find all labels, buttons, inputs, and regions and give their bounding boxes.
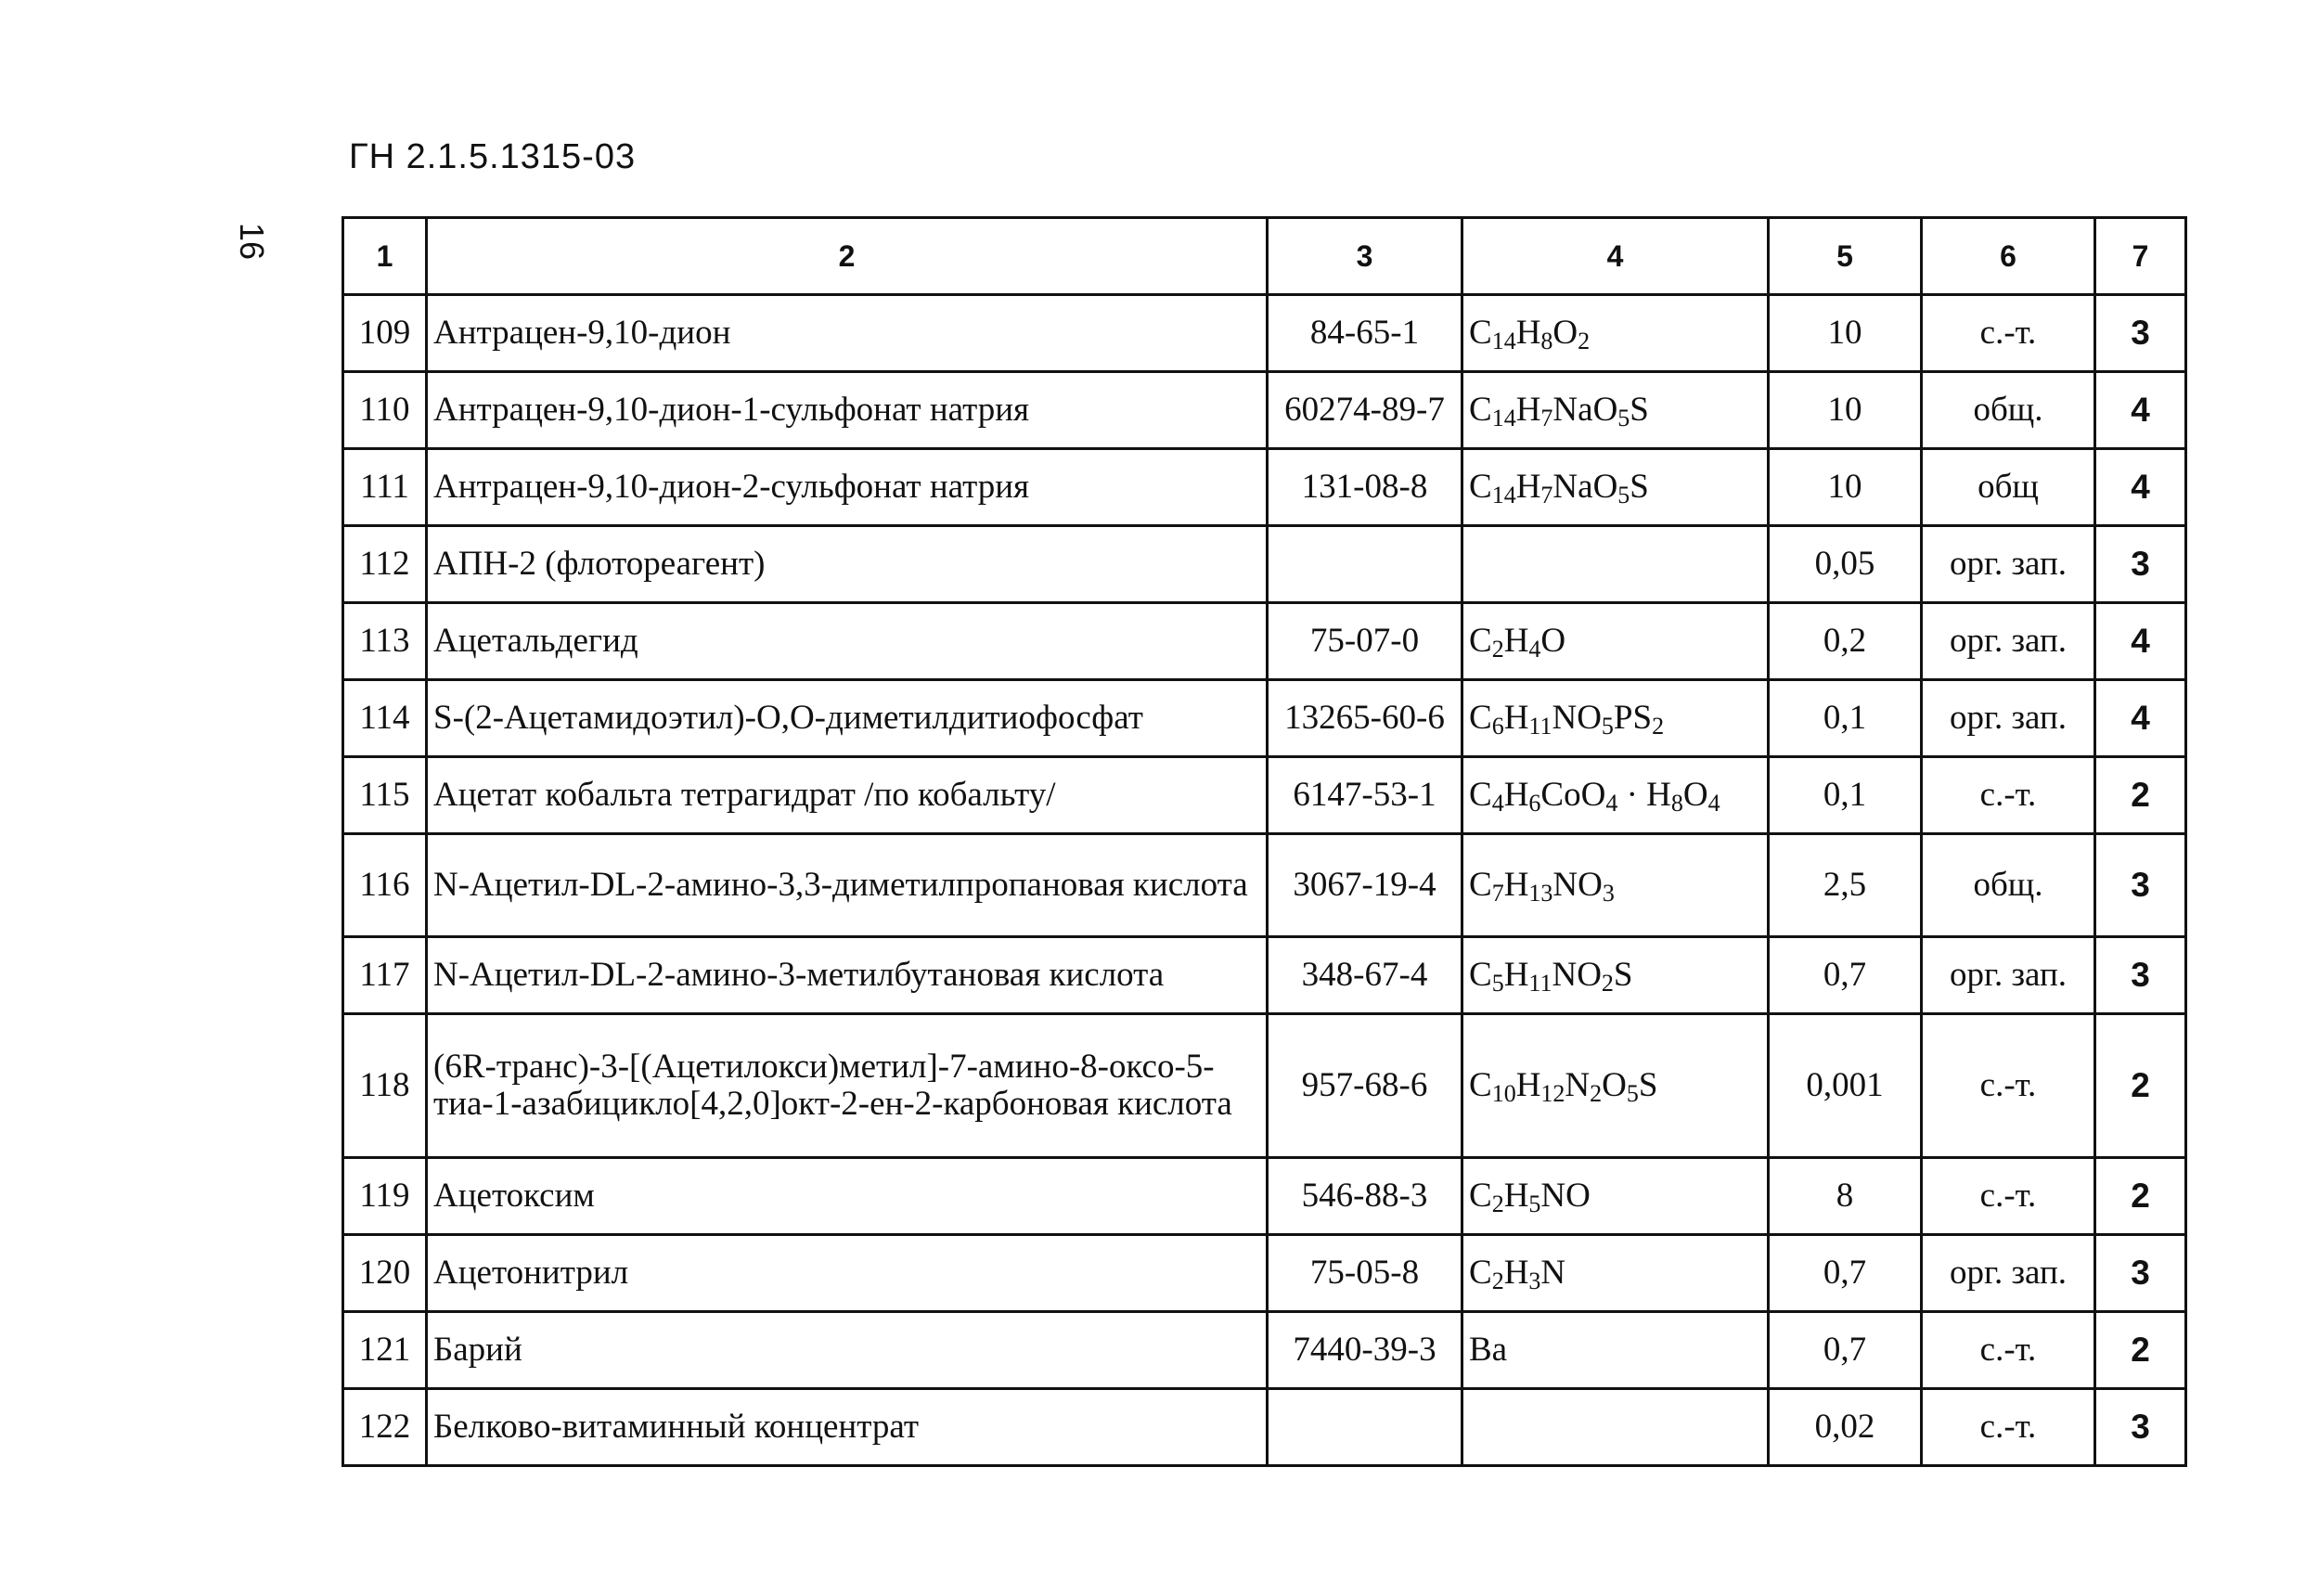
formula-element: H	[1503, 699, 1529, 738]
formula-subscript: 2	[1590, 1080, 1603, 1108]
formula-subscript: 2	[1491, 1191, 1504, 1218]
formula-element: C	[1469, 776, 1492, 815]
formula-cell	[1462, 834, 1769, 937]
limit-value-cell: 0,7	[1769, 937, 1922, 1014]
formula-cell	[1462, 295, 1769, 372]
table-body	[343, 295, 2186, 1466]
formula-subscript: 14	[1491, 328, 1516, 355]
cas-number-cell: 348-67-4	[1268, 937, 1462, 1014]
row-number-cell: 110	[343, 372, 427, 449]
formula-cell	[1462, 603, 1769, 680]
cas-number-cell: 75-07-0	[1268, 603, 1462, 680]
cas-number-cell: 13265-60-6	[1268, 680, 1462, 757]
table-row	[343, 449, 2186, 526]
formula-element: CoO	[1540, 776, 1606, 815]
formula-subscript: 14	[1491, 405, 1516, 432]
cas-number-cell	[1268, 1389, 1462, 1466]
table-row	[343, 757, 2186, 834]
cas-number-cell: 75-05-8	[1268, 1235, 1462, 1312]
row-number-cell: 122	[343, 1389, 427, 1466]
formula-element: PS	[1613, 699, 1653, 738]
substance-name-cell: Ацетат кобальта тетрагидрат /по кобальту/	[427, 757, 1268, 834]
substance-name-cell: S-(2-Ацетамидоэтил)-O,O-диметилдитиофосфат	[427, 680, 1268, 757]
cas-number-cell	[1268, 526, 1462, 603]
formula-cell	[1462, 1312, 1769, 1389]
hazard-class-cell: 3	[2095, 937, 2186, 1014]
formula-cell	[1462, 1235, 1769, 1312]
substance-name-cell: Ацетальдегид	[427, 603, 1268, 680]
formula-subscript: 10	[1491, 1080, 1516, 1108]
cas-number-cell: 6147-53-1	[1268, 757, 1462, 834]
hazard-sign-cell: с.-т.	[1922, 1158, 2095, 1235]
formula-subscript: 6	[1528, 790, 1541, 817]
hazard-sign-cell: орг. зап.	[1922, 526, 2095, 603]
formula-element: S	[1630, 468, 1649, 507]
table-header	[343, 218, 2186, 295]
cas-number-cell: 546-88-3	[1268, 1158, 1462, 1235]
hazard-sign-cell: с.-т.	[1922, 295, 2095, 372]
page-number: 16	[233, 223, 271, 261]
formula-element: Ba	[1469, 1331, 1508, 1370]
table-row	[343, 1312, 2186, 1389]
formula-subscript: 8	[1670, 790, 1683, 817]
formula-element: · H	[1617, 776, 1671, 815]
row-number-cell: 109	[343, 295, 427, 372]
limit-value-cell: 0,1	[1769, 757, 1922, 834]
substances-table	[341, 216, 2187, 1467]
formula-element: O	[1552, 314, 1578, 353]
row-number-cell: 113	[343, 603, 427, 680]
formula-subscript: 6	[1491, 713, 1504, 740]
substance-name-cell: АПН-2 (флотореагент)	[427, 526, 1268, 603]
hazard-class-cell: 4	[2095, 680, 2186, 757]
substance-name-cell: Ацетоксим	[427, 1158, 1268, 1235]
formula-element: C	[1469, 956, 1492, 995]
table-row	[343, 680, 2186, 757]
formula-cell	[1462, 526, 1769, 603]
formula-element: H	[1503, 956, 1529, 995]
column-number-row	[343, 218, 2186, 295]
limit-value-cell: 8	[1769, 1158, 1922, 1235]
formula-element: C	[1469, 468, 1492, 507]
formula-element: C	[1469, 314, 1492, 353]
row-number-cell: 114	[343, 680, 427, 757]
cas-number-cell: 84-65-1	[1268, 295, 1462, 372]
formula-element: H	[1515, 468, 1541, 507]
formula-element: H	[1503, 622, 1529, 661]
limit-value-cell: 0,1	[1769, 680, 1922, 757]
table-row	[343, 295, 2186, 372]
hazard-class-cell: 3	[2095, 1389, 2186, 1466]
row-number-cell: 121	[343, 1312, 427, 1389]
formula-subscript: 5	[1491, 970, 1504, 998]
formula-element: H	[1503, 1254, 1529, 1293]
formula-element: C	[1469, 1254, 1492, 1293]
formula-subscript: 2	[1652, 713, 1665, 740]
table-row	[343, 526, 2186, 603]
hazard-sign-cell: орг. зап.	[1922, 603, 2095, 680]
hazard-sign-cell: общ	[1922, 449, 2095, 526]
limit-value-cell: 0,7	[1769, 1235, 1922, 1312]
limit-value-cell: 0,001	[1769, 1014, 1922, 1158]
row-number-cell: 115	[343, 757, 427, 834]
formula-cell	[1462, 1014, 1769, 1158]
hazard-class-cell: 2	[2095, 1158, 2186, 1235]
formula-element: S	[1630, 391, 1649, 430]
limit-value-cell: 10	[1769, 449, 1922, 526]
formula-subscript: 4	[1528, 636, 1541, 663]
hazard-sign-cell: с.-т.	[1922, 757, 2095, 834]
limit-value-cell: 0,05	[1769, 526, 1922, 603]
hazard-class-cell: 3	[2095, 526, 2186, 603]
limit-value-cell: 0,02	[1769, 1389, 1922, 1466]
formula-subscript: 13	[1528, 880, 1553, 907]
cas-number-cell: 131-08-8	[1268, 449, 1462, 526]
formula-subscript: 5	[1617, 405, 1630, 432]
formula-subscript: 8	[1540, 328, 1553, 355]
formula-element: NaO	[1552, 468, 1618, 507]
formula-element: S	[1638, 1066, 1658, 1105]
limit-value-cell: 0,2	[1769, 603, 1922, 680]
formula-element: N	[1565, 1066, 1591, 1105]
hazard-class-cell: 4	[2095, 372, 2186, 449]
formula-element: C	[1469, 866, 1492, 905]
column-header: 1	[343, 218, 427, 295]
row-number-cell: 118	[343, 1014, 427, 1158]
substance-name-cell: Белково-витаминный концентрат	[427, 1389, 1268, 1466]
formula-element: H	[1515, 391, 1541, 430]
formula-subscript: 4	[1491, 790, 1504, 817]
row-number-cell: 116	[343, 834, 427, 937]
formula-subscript: 4	[1707, 790, 1720, 817]
table-row	[343, 834, 2186, 937]
formula-cell	[1462, 757, 1769, 834]
limit-value-cell: 10	[1769, 295, 1922, 372]
formula-subscript: 2	[1491, 1268, 1504, 1295]
formula-element: H	[1515, 1066, 1541, 1105]
formula-subscript: 11	[1528, 713, 1552, 740]
substance-name-cell: Ацетонитрил	[427, 1235, 1268, 1312]
row-number-cell: 111	[343, 449, 427, 526]
cas-number-cell: 60274-89-7	[1268, 372, 1462, 449]
formula-subscript: 5	[1626, 1080, 1639, 1108]
row-number-cell: 119	[343, 1158, 427, 1235]
formula-cell	[1462, 680, 1769, 757]
hazard-class-cell: 4	[2095, 449, 2186, 526]
hazard-class-cell: 3	[2095, 295, 2186, 372]
hazard-class-cell: 3	[2095, 1235, 2186, 1312]
substance-name-cell: N-Ацетил-DL-2-амино-3,3-диметилпропановая кислота	[427, 834, 1268, 937]
formula-subscript: 7	[1491, 880, 1504, 907]
formula-element: C	[1469, 622, 1492, 661]
column-header: 7	[2095, 218, 2186, 295]
formula-subscript: 5	[1617, 482, 1630, 509]
row-number-cell: 117	[343, 937, 427, 1014]
formula-subscript: 4	[1605, 790, 1618, 817]
formula-subscript: 5	[1528, 1191, 1541, 1218]
cas-number-cell: 7440-39-3	[1268, 1312, 1462, 1389]
hazard-sign-cell: с.-т.	[1922, 1389, 2095, 1466]
formula-element: NO	[1552, 866, 1603, 905]
formula-cell	[1462, 1389, 1769, 1466]
formula-element: N	[1540, 1254, 1566, 1293]
table-row	[343, 372, 2186, 449]
formula-element: H	[1515, 314, 1541, 353]
formula-element: H	[1503, 1177, 1529, 1216]
column-header: 3	[1268, 218, 1462, 295]
hazard-sign-cell: общ.	[1922, 834, 2095, 937]
substance-name-cell: Антрацен-9,10-дион	[427, 295, 1268, 372]
formula-subscript: 7	[1540, 482, 1553, 509]
hazard-class-cell: 3	[2095, 834, 2186, 937]
table-row	[343, 1014, 2186, 1158]
cas-number-cell: 3067-19-4	[1268, 834, 1462, 937]
hazard-sign-cell: с.-т.	[1922, 1014, 2095, 1158]
formula-subscript: 11	[1528, 970, 1552, 998]
formula-element: NaO	[1552, 391, 1618, 430]
hazard-sign-cell: с.-т.	[1922, 1312, 2095, 1389]
hazard-sign-cell: общ.	[1922, 372, 2095, 449]
formula-subscript: 2	[1491, 636, 1504, 663]
table-row	[343, 937, 2186, 1014]
substance-name-cell: (6R-транс)-3-[(Ацетилокси)метил]-7-амино-8-оксо-5-тиа-1-азабицикло[4,2,0]окт-2-ен-2-карбоновая кислота	[427, 1014, 1268, 1158]
formula-element: O	[1540, 622, 1566, 661]
column-header: 6	[1922, 218, 2095, 295]
formula-cell	[1462, 1158, 1769, 1235]
formula-element: S	[1613, 956, 1633, 995]
formula-subscript: 7	[1540, 405, 1553, 432]
hazard-sign-cell: орг. зап.	[1922, 937, 2095, 1014]
substance-name-cell: Барий	[427, 1312, 1268, 1389]
formula-element: O	[1682, 776, 1708, 815]
formula-element: C	[1469, 1177, 1492, 1216]
formula-element: H	[1503, 866, 1529, 905]
limit-value-cell: 10	[1769, 372, 1922, 449]
substance-name-cell: N-Ацетил-DL-2-амино-3-метилбутановая кислота	[427, 937, 1268, 1014]
formula-subscript: 3	[1528, 1268, 1541, 1295]
table-row	[343, 1235, 2186, 1312]
column-header: 2	[427, 218, 1268, 295]
hazard-sign-cell: орг. зап.	[1922, 1235, 2095, 1312]
formula-element: C	[1469, 699, 1492, 738]
table-row	[343, 1158, 2186, 1235]
formula-element: C	[1469, 1066, 1492, 1105]
hazard-class-cell: 2	[2095, 1014, 2186, 1158]
hazard-class-cell: 4	[2095, 603, 2186, 680]
formula-subscript: 2	[1601, 970, 1614, 998]
formula-element: O	[1602, 1066, 1627, 1105]
formula-subscript: 3	[1602, 880, 1615, 907]
formula-element: NO	[1540, 1177, 1591, 1216]
formula-element: NO	[1552, 956, 1602, 995]
column-header: 5	[1769, 218, 1922, 295]
row-number-cell: 120	[343, 1235, 427, 1312]
cas-number-cell: 957-68-6	[1268, 1014, 1462, 1158]
formula-cell	[1462, 937, 1769, 1014]
formula-subscript: 12	[1540, 1080, 1565, 1108]
formula-cell	[1462, 372, 1769, 449]
row-number-cell: 112	[343, 526, 427, 603]
formula-cell	[1462, 449, 1769, 526]
formula-subscript: 2	[1578, 328, 1591, 355]
limit-value-cell: 0,7	[1769, 1312, 1922, 1389]
formula-subscript: 14	[1491, 482, 1516, 509]
formula-element: H	[1503, 776, 1529, 815]
hazard-class-cell: 2	[2095, 757, 2186, 834]
formula-subscript: 5	[1601, 713, 1614, 740]
substance-name-cell: Антрацен-9,10-дион-1-сульфонат натрия	[427, 372, 1268, 449]
document-header: ГН 2.1.5.1315-03	[349, 137, 637, 176]
hazard-class-cell: 2	[2095, 1312, 2186, 1389]
formula-element: NO	[1552, 699, 1602, 738]
table-row	[343, 1389, 2186, 1466]
limit-value-cell: 2,5	[1769, 834, 1922, 937]
table-row	[343, 603, 2186, 680]
substance-name-cell: Антрацен-9,10-дион-2-сульфонат натрия	[427, 449, 1268, 526]
column-header: 4	[1462, 218, 1769, 295]
formula-element: C	[1469, 391, 1492, 430]
hazard-sign-cell: орг. зап.	[1922, 680, 2095, 757]
